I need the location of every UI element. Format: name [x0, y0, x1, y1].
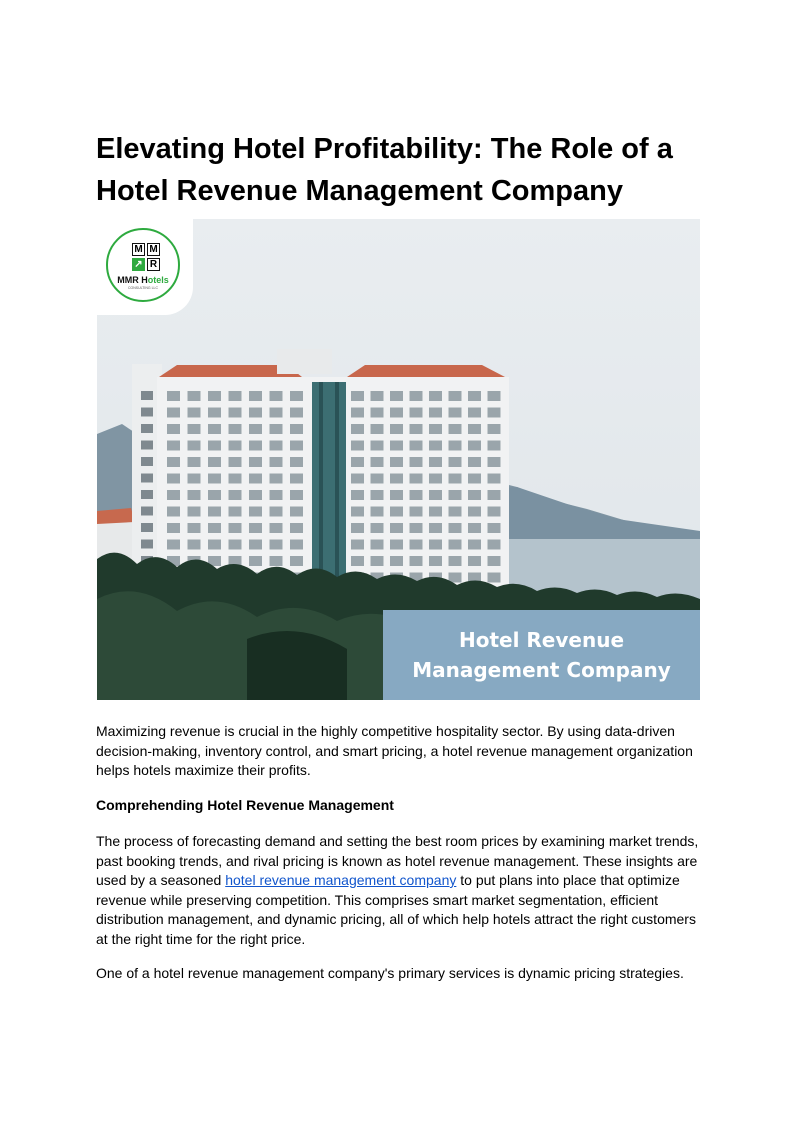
balcony-window — [410, 474, 423, 484]
balcony-window — [229, 391, 242, 401]
balcony-window — [167, 474, 180, 484]
balcony-window — [429, 408, 442, 418]
balcony-window — [429, 540, 442, 550]
balcony-window — [351, 540, 364, 550]
balcony-window — [167, 441, 180, 451]
balcony-window — [468, 556, 481, 566]
balcony-window — [290, 540, 303, 550]
balcony-window — [270, 441, 283, 451]
balcony-window — [208, 424, 221, 434]
balcony-window — [229, 441, 242, 451]
balcony-window — [429, 424, 442, 434]
balcony-window — [290, 507, 303, 517]
logo-letter: R — [147, 258, 160, 271]
balcony-window — [208, 408, 221, 418]
balcony-window — [188, 474, 201, 484]
logo-name: MMR Hotels — [117, 275, 169, 285]
balcony-window — [410, 490, 423, 500]
balcony-window — [488, 391, 501, 401]
balcony-window — [390, 424, 403, 434]
revenue-management-link[interactable]: hotel revenue management company — [225, 872, 457, 888]
balcony-window — [371, 391, 384, 401]
balcony-window — [208, 540, 221, 550]
balcony-window — [371, 474, 384, 484]
balcony-window — [167, 540, 180, 550]
balcony-window — [371, 556, 384, 566]
balcony-window — [208, 523, 221, 533]
balcony-window — [410, 523, 423, 533]
balcony-window — [188, 391, 201, 401]
balcony-window — [249, 523, 262, 533]
logo-tagline: CONSULTING LLC — [127, 286, 159, 290]
balcony-window — [429, 523, 442, 533]
balcony-window — [249, 474, 262, 484]
balcony-window — [488, 540, 501, 550]
balcony-window — [468, 408, 481, 418]
balcony-window — [249, 441, 262, 451]
balcony-window — [167, 391, 180, 401]
balcony-window — [410, 457, 423, 467]
balcony-window — [351, 408, 364, 418]
balcony-window — [429, 556, 442, 566]
balcony-window — [371, 441, 384, 451]
balcony-window — [371, 408, 384, 418]
balcony-window — [429, 507, 442, 517]
balcony-window — [351, 507, 364, 517]
balcony-window — [488, 573, 501, 583]
balcony-window — [270, 556, 283, 566]
balcony-window — [449, 441, 462, 451]
balcony-window — [488, 556, 501, 566]
balcony-window — [488, 457, 501, 467]
balcony-window — [468, 424, 481, 434]
mmr-logo — [106, 228, 180, 302]
balcony-window — [270, 507, 283, 517]
balcony-window — [290, 441, 303, 451]
balcony-window — [167, 457, 180, 467]
side-window — [141, 408, 153, 417]
balcony-window — [249, 424, 262, 434]
balcony-window — [488, 474, 501, 484]
balcony-window — [468, 441, 481, 451]
intro-paragraph: Maximizing revenue is crucial in the highly competitive hospitality sector. By using data-driven decision-making, inventory control, and smart pricing, a hotel revenue management organization helps hotels maximize their profits. — [96, 723, 693, 778]
balcony-window — [208, 507, 221, 517]
balcony-window — [270, 457, 283, 467]
balcony-window — [229, 474, 242, 484]
balcony-window — [449, 408, 462, 418]
balcony-window — [488, 424, 501, 434]
balcony-window — [390, 556, 403, 566]
balcony-window — [351, 424, 364, 434]
body-paragraph: The process of forecasting demand and setting the best room prices by examining market trends, past booking trends, and rival pricing is known as hotel revenue management. These insights are used by a seasoned hotel revenue management company to put plans into place that optimize revenue while preserving competition. This comprises smart market segmentation, efficient distribution management, and dynamic pricing, all of which help hotels attract the right customers at the right time for the right price. — [96, 833, 699, 947]
balcony-window — [468, 457, 481, 467]
balcony-window — [188, 424, 201, 434]
balcony-window — [429, 391, 442, 401]
side-window — [141, 391, 153, 400]
balcony-window — [188, 490, 201, 500]
balcony-window — [351, 490, 364, 500]
balcony-window — [270, 408, 283, 418]
balcony-window — [188, 540, 201, 550]
image-caption: Hotel Revenue Management Company — [383, 610, 700, 700]
balcony-window — [208, 490, 221, 500]
balcony-window — [270, 490, 283, 500]
balcony-window — [449, 540, 462, 550]
page-title: Elevating Hotel Profitability: The Role of a Hotel Revenue Management Company — [96, 133, 673, 207]
balcony-window — [390, 523, 403, 533]
arrow-icon: ↗ — [132, 258, 145, 271]
balcony-window — [229, 490, 242, 500]
balcony-window — [229, 457, 242, 467]
balcony-window — [449, 523, 462, 533]
balcony-window — [351, 391, 364, 401]
balcony-window — [188, 441, 201, 451]
balcony-window — [410, 408, 423, 418]
balcony-window — [468, 540, 481, 550]
side-window — [141, 441, 153, 450]
balcony-window — [371, 540, 384, 550]
balcony-window — [167, 523, 180, 533]
balcony-window — [371, 490, 384, 500]
balcony-window — [468, 523, 481, 533]
logo-badge — [97, 219, 193, 315]
balcony-window — [449, 457, 462, 467]
balcony-window — [410, 507, 423, 517]
balcony-window — [208, 441, 221, 451]
side-window — [141, 474, 153, 483]
balcony-window — [249, 490, 262, 500]
balcony-window — [351, 457, 364, 467]
balcony-window — [290, 424, 303, 434]
balcony-window — [449, 556, 462, 566]
balcony-window — [229, 540, 242, 550]
balcony-window — [468, 490, 481, 500]
balcony-window — [390, 507, 403, 517]
balcony-window — [468, 507, 481, 517]
balcony-window — [351, 441, 364, 451]
balcony-window — [449, 391, 462, 401]
balcony-window — [371, 457, 384, 467]
balcony-window — [371, 523, 384, 533]
balcony-window — [290, 474, 303, 484]
balcony-window — [449, 490, 462, 500]
side-window — [141, 457, 153, 466]
balcony-window — [270, 474, 283, 484]
balcony-window — [410, 391, 423, 401]
balcony-window — [429, 441, 442, 451]
balcony-window — [449, 424, 462, 434]
balcony-window — [290, 490, 303, 500]
closing-paragraph: One of a hotel revenue management company's primary services is dynamic pricing strategies. — [96, 965, 684, 981]
balcony-window — [249, 540, 262, 550]
logo-letter: M — [147, 243, 160, 256]
balcony-window — [351, 474, 364, 484]
balcony-window — [188, 523, 201, 533]
balcony-window — [488, 490, 501, 500]
balcony-window — [410, 540, 423, 550]
balcony-window — [390, 408, 403, 418]
balcony-window — [270, 523, 283, 533]
balcony-window — [167, 507, 180, 517]
balcony-window — [390, 490, 403, 500]
balcony-window — [390, 540, 403, 550]
hotel-building — [132, 349, 509, 592]
balcony-window — [290, 523, 303, 533]
balcony-window — [167, 490, 180, 500]
balcony-window — [188, 507, 201, 517]
balcony-window — [351, 523, 364, 533]
balcony-window — [290, 556, 303, 566]
balcony-window — [249, 507, 262, 517]
balcony-window — [351, 556, 364, 566]
balcony-window — [390, 391, 403, 401]
section-heading: Comprehending Hotel Revenue Management — [96, 797, 394, 813]
balcony-window — [208, 457, 221, 467]
balcony-window — [249, 391, 262, 401]
balcony-window — [371, 424, 384, 434]
balcony-window — [429, 490, 442, 500]
balcony-window — [270, 391, 283, 401]
balcony-window — [290, 391, 303, 401]
balcony-window — [429, 474, 442, 484]
logo-letter: M — [132, 243, 145, 256]
side-window — [141, 540, 153, 549]
balcony-window — [449, 507, 462, 517]
balcony-window — [167, 424, 180, 434]
balcony-window — [290, 457, 303, 467]
balcony-window — [468, 474, 481, 484]
balcony-window — [390, 474, 403, 484]
balcony-window — [390, 457, 403, 467]
balcony-window — [371, 507, 384, 517]
balcony-window — [229, 507, 242, 517]
side-window — [141, 490, 153, 499]
balcony-window — [270, 540, 283, 550]
balcony-window — [249, 556, 262, 566]
balcony-window — [188, 408, 201, 418]
balcony-window — [488, 441, 501, 451]
side-window — [141, 523, 153, 532]
balcony-window — [429, 457, 442, 467]
balcony-window — [410, 556, 423, 566]
balcony-window — [229, 408, 242, 418]
balcony-window — [410, 424, 423, 434]
balcony-window — [167, 408, 180, 418]
balcony-window — [229, 523, 242, 533]
balcony-window — [249, 457, 262, 467]
balcony-window — [449, 474, 462, 484]
balcony-window — [249, 408, 262, 418]
balcony-window — [290, 408, 303, 418]
side-window — [141, 507, 153, 516]
balcony-window — [270, 424, 283, 434]
balcony-window — [188, 457, 201, 467]
balcony-window — [449, 573, 462, 583]
balcony-window — [488, 523, 501, 533]
balcony-window — [410, 441, 423, 451]
balcony-window — [208, 391, 221, 401]
balcony-window — [390, 441, 403, 451]
balcony-window — [488, 507, 501, 517]
balcony-window — [468, 391, 481, 401]
side-window — [141, 424, 153, 433]
hero-image — [97, 219, 700, 700]
balcony-window — [208, 474, 221, 484]
balcony-window — [488, 408, 501, 418]
balcony-window — [229, 424, 242, 434]
